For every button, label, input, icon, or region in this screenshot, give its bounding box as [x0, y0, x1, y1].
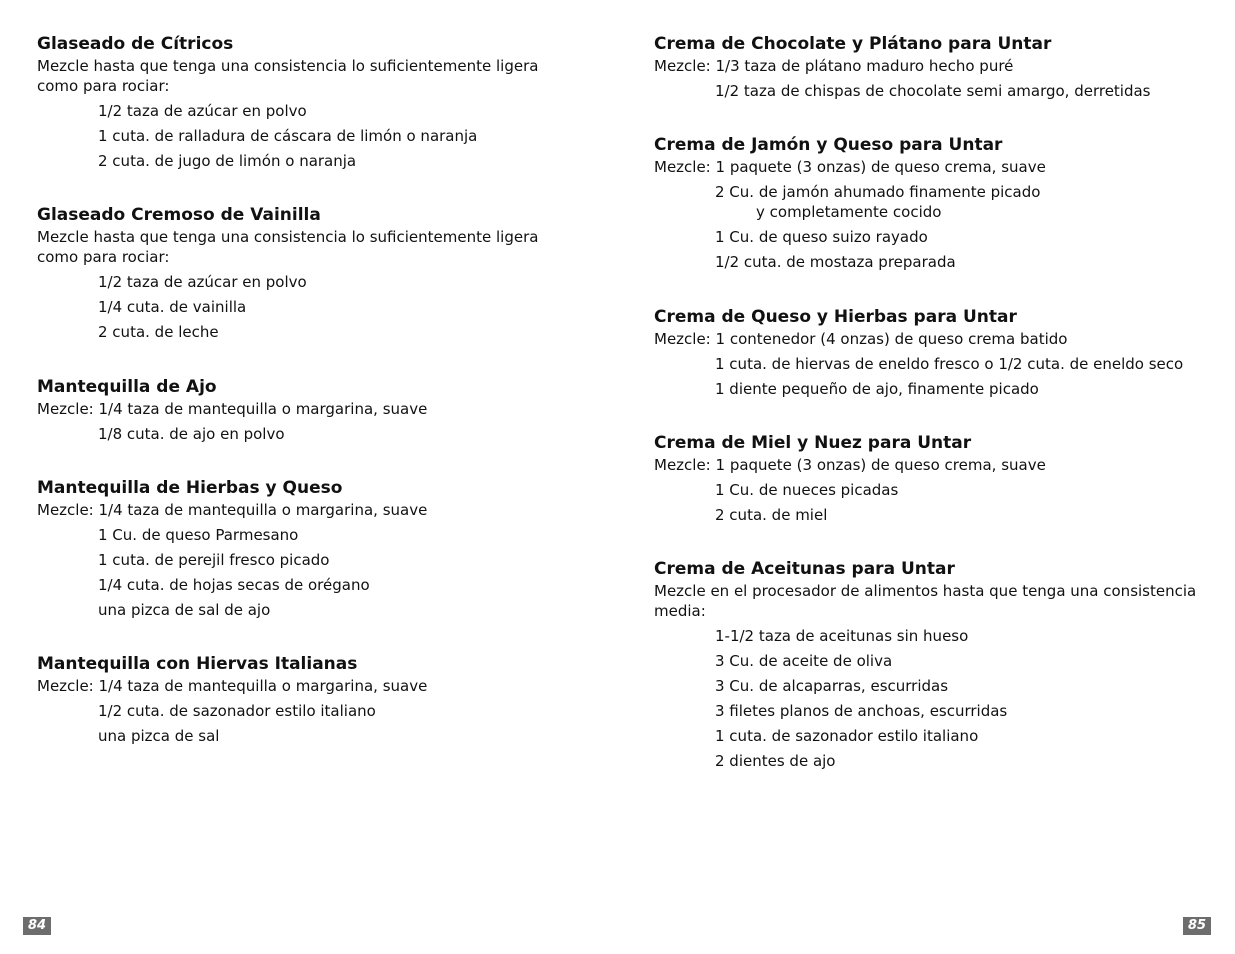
ingredient-item: 1 Cu. de queso suizo rayado [715, 228, 928, 246]
ingredient-item: 2 cuta. de jugo de limón o naranja [98, 152, 357, 170]
ingredient-item: una pizca de sal de ajo [98, 601, 271, 619]
recipe-title: Crema de Queso y Hierbas para Untar [654, 307, 1017, 327]
recipe-glaseado-citricos [37, 34, 597, 176]
recipe-title: Glaseado Cremoso de Vainilla [37, 205, 321, 225]
ingredient-item: 2 cuta. de leche [98, 323, 219, 341]
recipe-title: Mantequilla con Hiervas Italianas [37, 654, 358, 674]
ingredient-item: 3 filetes planos de anchoas, escurridas [715, 702, 1008, 720]
ingredient-list [654, 182, 1214, 277]
recipe-crema-queso-hierbas [654, 307, 1214, 404]
ingredient-list [654, 81, 1214, 106]
ingredient-item: 1/4 cuta. de vainilla [98, 298, 247, 316]
recipe-crema-miel-nuez [654, 433, 1214, 530]
recipe-title: Mantequilla de Ajo [37, 377, 217, 397]
ingredient-item: 3 Cu. de alcaparras, escurridas [715, 677, 949, 695]
recipe-intro: Mezcle: 1/4 taza de mantequilla o margarina, suave [37, 677, 428, 695]
ingredient-item: 1 cuta. de hiervas de eneldo fresco o 1/2 cuta. de eneldo seco [715, 355, 1184, 373]
ingredient-item: 1 Cu. de queso Parmesano [98, 526, 299, 544]
recipe-intro: Mezcle: 1 contenedor (4 onzas) de queso crema batido [654, 330, 1068, 348]
ingredient-list [37, 424, 597, 449]
ingredient-list [37, 525, 597, 625]
ingredient-item [715, 182, 1214, 227]
recipe-title: Glaseado de Cítricos [37, 34, 234, 54]
ingredient-list [654, 480, 1214, 530]
ingredient-list [654, 626, 1214, 776]
recipe-crema-jamon-queso [654, 135, 1214, 277]
ingredient-item: 1/2 taza de azúcar en polvo [98, 102, 307, 120]
recipe-title: Crema de Miel y Nuez para Untar [654, 433, 972, 453]
recipe-title: Mantequilla de Hierbas y Queso [37, 478, 343, 498]
ingredient-item: 3 Cu. de aceite de oliva [715, 652, 893, 670]
page-number-left: 84 [23, 917, 51, 935]
ingredient-item: 1/4 cuta. de hojas secas de orégano [98, 576, 370, 594]
recipe-intro: Mezcle: 1/4 taza de mantequilla o margarina, suave [37, 501, 428, 519]
ingredient-list [37, 272, 597, 347]
ingredient-text: 2 Cu. de jamón ahumado finamente picado [715, 183, 1041, 201]
ingredient-item: 1-1/2 taza de aceitunas sin hueso [715, 627, 969, 645]
recipe-intro: Mezcle hasta que tenga una consistencia lo suficientemente ligera como para rociar: [37, 228, 539, 266]
recipe-crema-chocolate-platano [654, 34, 1214, 106]
ingredient-item: 1 diente pequeño de ajo, finamente picado [715, 380, 1039, 398]
page-number-right: 85 [1183, 917, 1211, 935]
recipe-intro: Mezcle hasta que tenga una consistencia lo suficientemente ligera como para rociar: [37, 57, 539, 95]
ingredient-list [37, 101, 597, 176]
ingredient-item: 1/2 cuta. de mostaza preparada [715, 253, 956, 271]
ingredient-item: 1/2 taza de chispas de chocolate semi amargo, derretidas [715, 82, 1151, 100]
ingredient-item: 1 cuta. de perejil fresco picado [98, 551, 330, 569]
recipe-mantequilla-italianas [37, 654, 597, 751]
recipe-intro: Mezcle en el procesador de alimentos hasta que tenga una consistencia media: [654, 582, 1197, 620]
ingredient-item: 1/2 cuta. de sazonador estilo italiano [98, 702, 376, 720]
ingredient-item: 2 cuta. de miel [715, 506, 828, 524]
ingredient-list [654, 354, 1214, 404]
ingredient-item: 2 dientes de ajo [715, 752, 836, 770]
ingredient-list [37, 701, 597, 751]
ingredient-item: 1 Cu. de nueces picadas [715, 481, 899, 499]
ingredient-item: 1/2 taza de azúcar en polvo [98, 273, 307, 291]
ingredient-continuation: y completamente cocido [756, 203, 942, 221]
ingredient-item: 1/8 cuta. de ajo en polvo [98, 425, 285, 443]
recipe-glaseado-vainilla [37, 205, 597, 347]
ingredient-item: 1 cuta. de sazonador estilo italiano [715, 727, 979, 745]
recipe-intro: Mezcle: 1 paquete (3 onzas) de queso crema, suave [654, 456, 1046, 474]
recipe-title: Crema de Jamón y Queso para Untar [654, 135, 1003, 155]
ingredient-item: una pizca de sal [98, 727, 220, 745]
recipe-intro: Mezcle: 1 paquete (3 onzas) de queso crema, suave [654, 158, 1046, 176]
recipe-title: Crema de Chocolate y Plátano para Untar [654, 34, 1052, 54]
recipe-intro: Mezcle: 1/4 taza de mantequilla o margarina, suave [37, 400, 428, 418]
recipe-crema-aceitunas [654, 559, 1214, 776]
recipe-mantequilla-ajo [37, 377, 597, 449]
recipe-intro: Mezcle: 1/3 taza de plátano maduro hecho puré [654, 57, 1014, 75]
recipe-mantequilla-hierbas-queso [37, 478, 597, 625]
recipe-title: Crema de Aceitunas para Untar [654, 559, 955, 579]
ingredient-item: 1 cuta. de ralladura de cáscara de limón o naranja [98, 127, 478, 145]
